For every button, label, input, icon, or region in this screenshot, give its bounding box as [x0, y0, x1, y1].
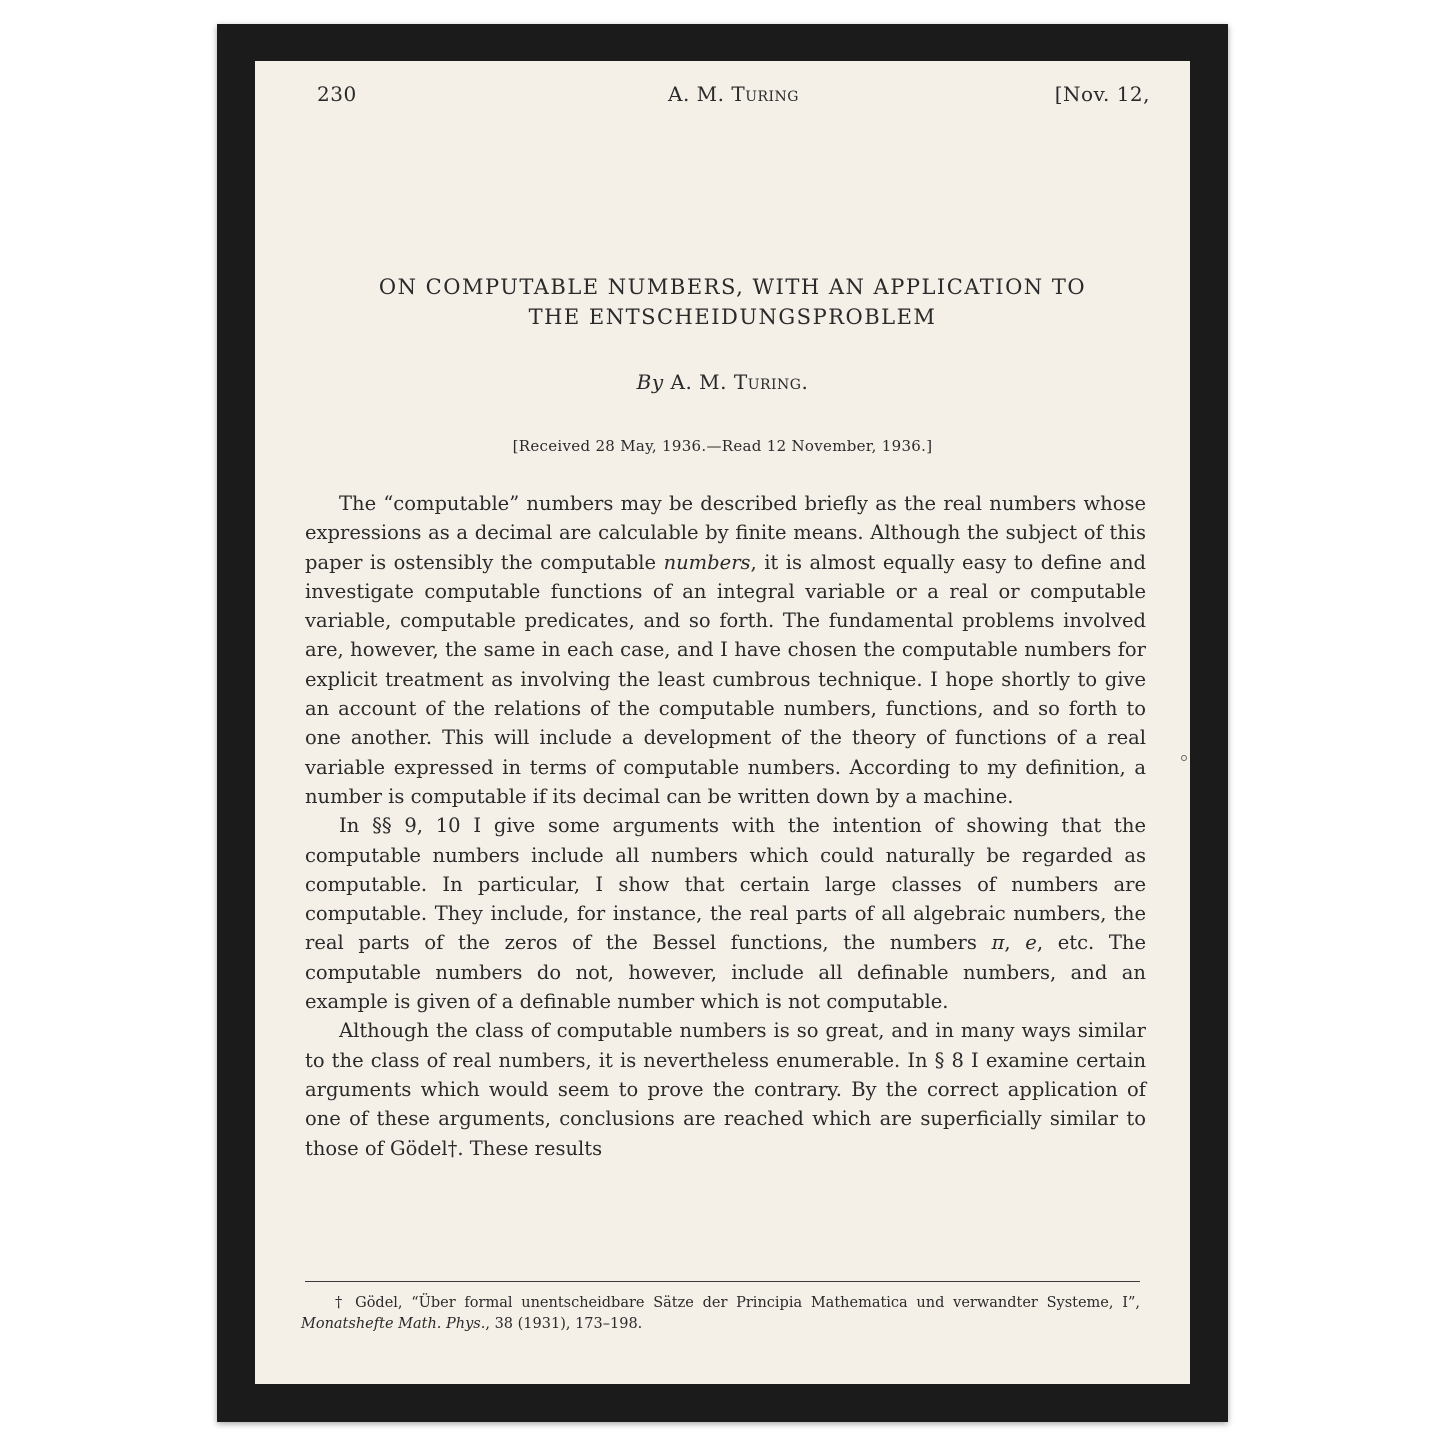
running-header: [317, 82, 1150, 112]
p2-comma: ,: [1004, 931, 1026, 955]
p2-text-a: In §§ 9, 10 I give some arguments with the intention of showing that the computable numbers include all numbers which could naturally be regarded as computable. In particular, I show that certain large classes of numbers are computable. They include, for instance, the real parts of all algebraic numbers, the real parts of the zeros of the Bessel functions, the numbers: [305, 814, 1146, 955]
paragraph-1: [305, 489, 1146, 811]
byline-author: A. M. Turing.: [670, 370, 809, 394]
paper-page: [255, 61, 1190, 1384]
p2-text-b: , etc. The computable numbers do not, however, include all definable numbers, and an example is given of a definable number which is not computable.: [305, 931, 1146, 1014]
byline-by: By: [636, 370, 664, 394]
e-symbol: e: [1025, 931, 1037, 955]
byline: [255, 370, 1190, 394]
paper-title: [315, 272, 1150, 332]
footnote-rule: [305, 1281, 1140, 1282]
title-line-2: THE ENTSCHEIDUNGSPROBLEM: [528, 305, 937, 329]
pi-symbol: π: [991, 931, 1005, 955]
p1-emphasis: numbers: [663, 550, 751, 574]
p1-text-b: , it is almost equally easy to define and investigate computable functions of an integral variable or a real or computable variable, computable predicates, and so forth. The fundamental problems involved are, however, the same in each case, and I have chosen the computable numbers for explicit treatment as involving the least cumbrous technique. I hope shortly to give an account of the relations of the computable numbers, functions, and so forth to one another. This will include a development of the theory of functions of a real variable expressed in terms of computable numbers. According to my definition, a number is computable if its decimal can be written down by a machine.: [305, 550, 1147, 808]
footnote-text-b: , 38 (1931), 173–198.: [485, 1316, 643, 1332]
paper-speck: [1181, 755, 1187, 761]
title-line-1: ON COMPUTABLE NUMBERS, WITH AN APPLICATION TO: [378, 275, 1087, 299]
running-author: A. M. Turing: [668, 82, 799, 106]
footnote-text-a: † Gödel, “Über formal unentscheidbare Sätze der Principia Mathematica und verwandter Systeme, I”,: [335, 1295, 1140, 1311]
header-date: [Nov. 12,: [1054, 82, 1150, 106]
paragraph-3: Although the class of computable numbers is so great, and in many ways similar to the class of real numbers, it is nevertheless enumerable. In § 8 I examine certain arguments which would seem to prove the contrary. By the correct application of one of these arguments, conclusions are reached which are superficially similar to those of Gödel†. These results: [305, 1019, 1146, 1160]
footnote: [301, 1293, 1140, 1335]
p1-text-a: The “computable” numbers may be described briefly as the real numbers whose expressions as a decimal are calculable by finite means. Although the subject of this paper is ostensibly the computable: [305, 492, 1146, 574]
footnote-journal: Monatshefte Math. Phys.: [301, 1316, 486, 1332]
body-text: [305, 489, 1146, 1163]
paragraph-2: [305, 811, 1146, 1016]
page-number: 230: [317, 82, 357, 106]
received-note: [Received 28 May, 1936.—Read 12 November, 1936.]: [512, 437, 933, 455]
